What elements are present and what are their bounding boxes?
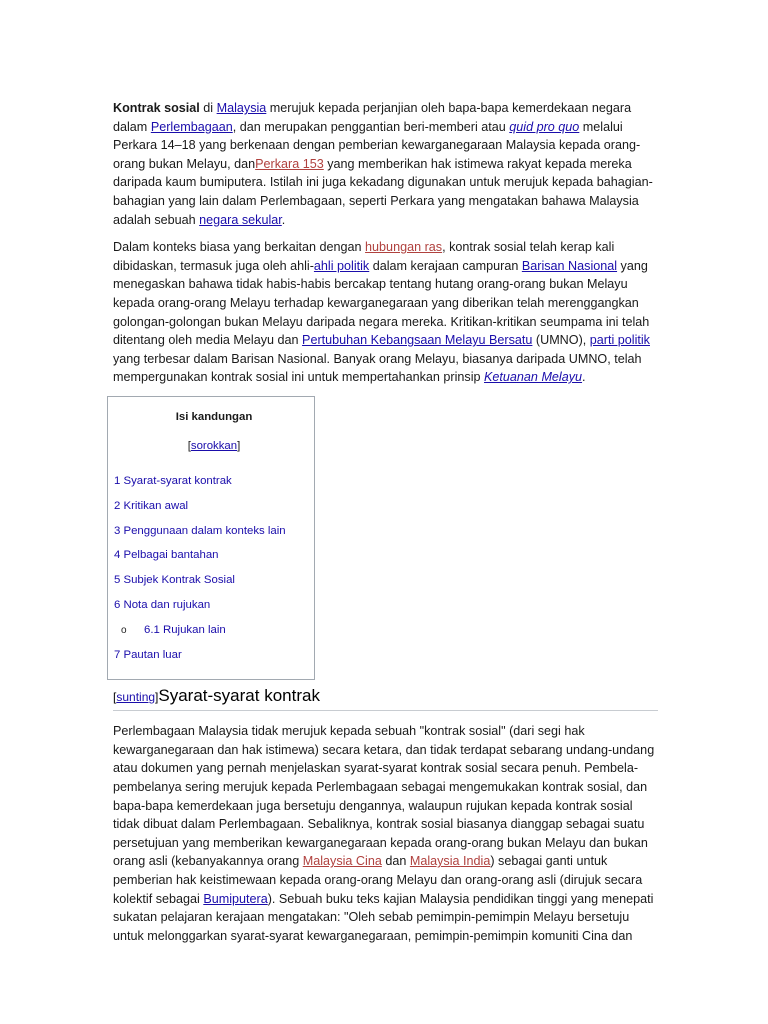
toc-item-3[interactable]: 3 Penggunaan dalam konteks lain: [114, 524, 286, 537]
intro-paragraph-2: [113, 238, 658, 387]
link-ketuanan-melayu[interactable]: Ketuanan Melayu: [484, 370, 583, 385]
link-parti-politik[interactable]: parti politik: [589, 333, 650, 348]
toc-item-7[interactable]: 7 Pautan luar: [114, 649, 182, 662]
link-ahli-politik[interactable]: ahli politik: [313, 258, 370, 273]
text-run: , dan merupakan penggantian beri-memberi atau: [232, 119, 510, 134]
link-perkara-153[interactable]: Perkara 153: [255, 156, 324, 171]
edit-link[interactable]: sunting: [116, 690, 156, 705]
text-run: di: [199, 101, 217, 115]
bracket: [: [187, 439, 191, 452]
link-barisan-nasional[interactable]: Barisan Nasional: [521, 258, 618, 273]
text-run: Dalam konteks biasa yang berkaitan dengan: [113, 240, 366, 255]
text-run: yang menegaskan bahawa tidak habis-habis bercakap tentang hutang orang-orang bukan Melayu kepada orang-orang Melayu terhadap kewarganegaraan yang diberikan telah merenggangkan golongan-golongan bukan Melayu daripada negara mereka. Kritikan-kritikan seumpama ini telah ditentang oleh media Melayu dan: [113, 258, 650, 348]
section-title: Syarat-syarat kontrak: [158, 686, 320, 706]
toc-item-1[interactable]: 1 Syarat-syarat kontrak: [114, 474, 232, 487]
text-run: dalam kerajaan campuran: [369, 258, 522, 273]
toc-item-4[interactable]: 4 Pelbagai bantahan: [114, 549, 219, 562]
text-run: ) sebagai ganti untuk pemberian hak keistimewaan kepada orang-orang Melayu dan orang-orang asli (dirujuk secara kolektif sebagai: [113, 854, 643, 906]
toc-item-6-1[interactable]: 6.1 Rujukan lain: [144, 623, 226, 636]
toc-hide-link[interactable]: sorokkan: [190, 439, 238, 452]
text-run: .: [582, 370, 586, 385]
link-malaysia-cina[interactable]: Malaysia Cina: [302, 854, 382, 869]
toc-item-5[interactable]: 5 Subjek Kontrak Sosial: [114, 574, 235, 587]
section-heading: [113, 685, 658, 711]
toc-item-2[interactable]: 2 Kritikan awal: [114, 499, 189, 512]
bullet-icon: o: [121, 624, 127, 636]
link-bumiputera[interactable]: Bumiputera: [203, 891, 268, 906]
term-kontrak-sosial: Kontrak sosial: [113, 101, 200, 115]
intro-paragraph-1: [113, 99, 658, 229]
bracket: ]: [155, 690, 159, 705]
link-negara-sekular[interactable]: negara sekular: [199, 212, 282, 227]
toc-title: Isi kandungan: [175, 410, 253, 423]
toc-item-6[interactable]: 6 Nota dan rujukan: [114, 598, 211, 611]
bracket: [: [113, 690, 117, 705]
text-run: dan: [381, 854, 410, 869]
text-run: melalui Perkara 14–18 yang berkenaan dengan pemberian kewarganegaraan Malaysia kepada orang-orang bukan Melayu, dan: [113, 119, 641, 171]
link-perlembagaan[interactable]: Perlembagaan: [150, 119, 233, 134]
bracket: ]: [237, 439, 241, 452]
text-run: merujuk kepada perjanjian oleh bapa-bapa kemerdekaan negara dalam: [113, 101, 632, 134]
text-run: , kontrak sosial telah kerap kali dibidaskan, termasuk juga oleh ahli-: [113, 240, 615, 273]
text-run: yang memberikan hak istimewa rakyat kepada mereka daripada kaum bumiputera. Istilah ini juga kekadang digunakan untuk merujuk kepada bahagian-bahagian yang lain dalam Perlembagaan, seperti Perkara yang mengatakan bahawa Malaysia adalah sebuah: [113, 156, 653, 227]
toc-toggle: [114, 438, 314, 454]
section-syarat-syarat-kontrak: [113, 685, 658, 945]
text-run: yang terbesar dalam Barisan Nasional. Banyak orang Melayu, biasanya daripada UMNO, telah mempergunakan kontrak sosial ini untuk mempertahankan prinsip: [113, 351, 642, 385]
link-hubungan-ras[interactable]: hubungan ras: [365, 240, 443, 255]
edit-section: [113, 690, 158, 704]
section-paragraph-1: [113, 722, 658, 945]
text-run: ). Sebuah buku teks kajian Malaysia pendidikan tinggi yang menepati sukatan pelajaran kerajaan mengatakan: "Oleh sebab pemimpin-pemimpin Melayu bersetuju untuk melonggarkan syarat-syarat kewarganegaraan, pemimpin-pemimpin komuniti Cina dan: [113, 891, 654, 943]
link-umno[interactable]: Pertubuhan Kebangsaan Melayu Bersatu: [302, 333, 533, 348]
toc-item-6-1-row: [114, 622, 314, 639]
text-run: .: [281, 212, 286, 227]
text-run: (UMNO),: [532, 333, 590, 348]
link-quid-pro-quo[interactable]: quid pro quo: [509, 119, 580, 134]
article-body: [113, 99, 658, 954]
link-malaysia[interactable]: Malaysia: [216, 101, 267, 115]
table-of-contents: [107, 396, 315, 680]
link-malaysia-india[interactable]: Malaysia India: [409, 854, 491, 869]
text-run: Perlembagaan Malaysia tidak merujuk kepada sebuah "kontrak sosial" (dari segi hak kewarganegaraan dan hak istimewa) secara ketara, dan tidak terdapat sebarang undang-undang atau dokumen yang pernah menjelaskan syarat-syarat kontrak sosial secara penuh. Pembela-pembelanya sering merujuk kepada Perlembagaan sebagai mengemukakan kontrak sosial, dan bapa-bapa kemerdekaan juga bersetuju dengannya, walaupun rujukan kepada kontrak sosial tidak dibuat dalam Perlembagaan. Sebaliknya, kontrak sosial biasanya dianggap sebagai suatu persetujuan yang memberikan kewarganegaraan kepada orang-orang bukan Melayu dan bukan orang asli (kebanyakannya orang: [113, 724, 655, 869]
